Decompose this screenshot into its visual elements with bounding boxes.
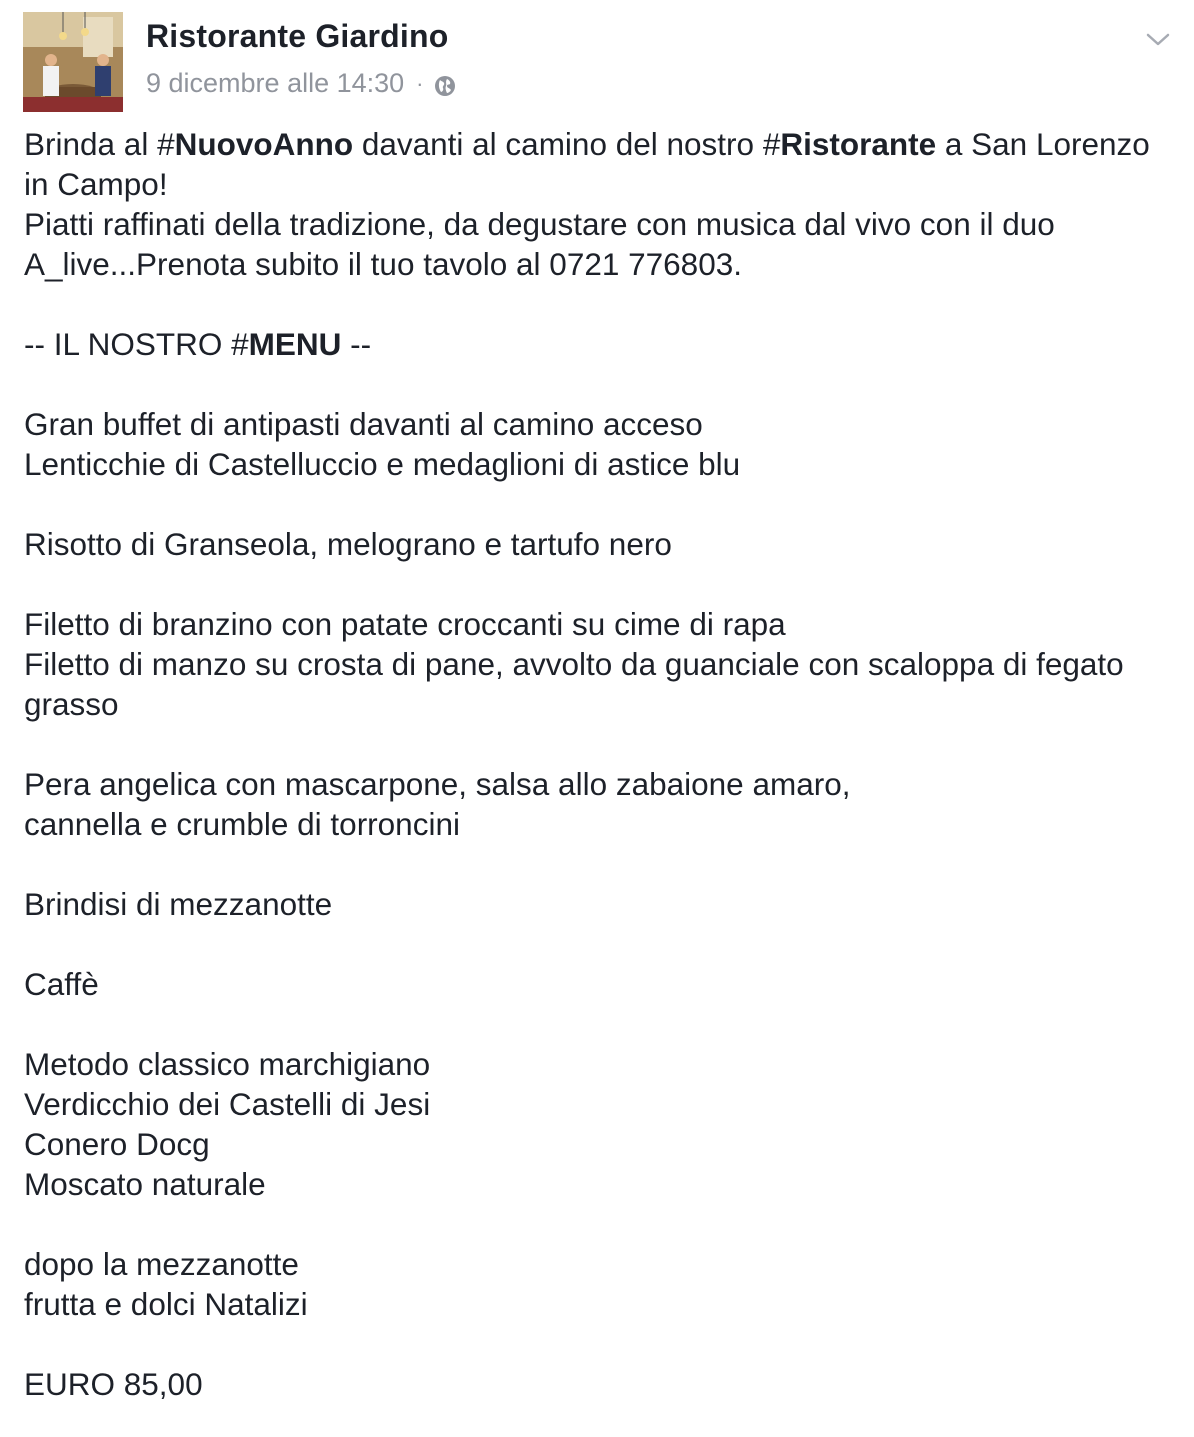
text-segment: -- xyxy=(341,326,372,362)
menu-heading xyxy=(24,324,1174,364)
menu-item-brindisi: Brindisi di mezzanotte xyxy=(24,886,333,922)
chevron-down-icon[interactable] xyxy=(1143,24,1173,54)
intro-line-1 xyxy=(24,124,1174,204)
menu-item-secondo-1: Filetto di branzino con patate croccanti su cime di rapa xyxy=(24,606,786,642)
text-segment: Brinda al xyxy=(24,126,158,162)
hashtag-symbol: # xyxy=(157,126,175,162)
wine-item-1: Metodo classico marchigiano xyxy=(24,1046,431,1082)
hashtag-nuovoanno[interactable] xyxy=(157,126,353,162)
page-avatar[interactable] xyxy=(23,12,123,112)
menu-item-antipasti-2: Lenticchie di Castelluccio e medaglioni di astice blu xyxy=(24,446,741,482)
hashtag-menu[interactable] xyxy=(231,326,341,362)
hashtag-word: MENU xyxy=(248,326,342,362)
hashtag-ristorante[interactable] xyxy=(763,126,936,162)
hashtag-symbol: # xyxy=(231,326,249,362)
text-segment: davanti al camino del nostro xyxy=(353,126,763,162)
hashtag-word: Ristorante xyxy=(780,126,937,162)
menu-item-dolce-2: cannella e crumble di torroncini xyxy=(24,806,460,842)
menu-item-dolce-1: Pera angelica con mascarpone, salsa allo zabaione amaro, xyxy=(24,766,851,802)
post-body xyxy=(24,124,1174,1404)
menu-item-secondo-2: Filetto di manzo su crosta di pane, avvolto da guanciale con scaloppa di fegato grasso xyxy=(24,646,1133,722)
intro-line-2: Piatti raffinati della tradizione, da degustare con musica dal vivo con il duo A_live...Prenota subito il tuo tavolo al 0721 776803. xyxy=(24,206,1062,282)
page-name-link[interactable]: Ristorante Giardino xyxy=(146,18,449,54)
menu-item-primo: Risotto di Granseola, melograno e tartufo nero xyxy=(24,526,672,562)
menu-item-caffe: Caffè xyxy=(24,966,99,1002)
text-segment: -- IL NOSTRO xyxy=(24,326,232,362)
hashtag-word: NuovoAnno xyxy=(174,126,354,162)
after-midnight-2: frutta e dolci Natalizi xyxy=(24,1286,308,1322)
text-segment: a San Lorenzo in Campo! xyxy=(24,126,1159,202)
hashtag-symbol: # xyxy=(762,126,781,162)
post-meta xyxy=(146,68,456,99)
post-header xyxy=(23,12,1173,112)
after-midnight-1: dopo la mezzanotte xyxy=(24,1246,299,1282)
menu-item-antipasti-1: Gran buffet di antipasti davanti al camino acceso xyxy=(24,406,703,442)
wine-item-2: Verdicchio dei Castelli di Jesi xyxy=(24,1086,431,1122)
post-timestamp[interactable]: 9 dicembre alle 14:30 xyxy=(146,68,405,98)
meta-separator: · xyxy=(416,70,424,96)
wine-item-3: Conero Docg xyxy=(24,1126,210,1162)
menu-price: EURO 85,00 xyxy=(24,1366,203,1402)
wine-item-4: Moscato naturale xyxy=(24,1166,266,1202)
globe-icon[interactable] xyxy=(434,73,456,95)
